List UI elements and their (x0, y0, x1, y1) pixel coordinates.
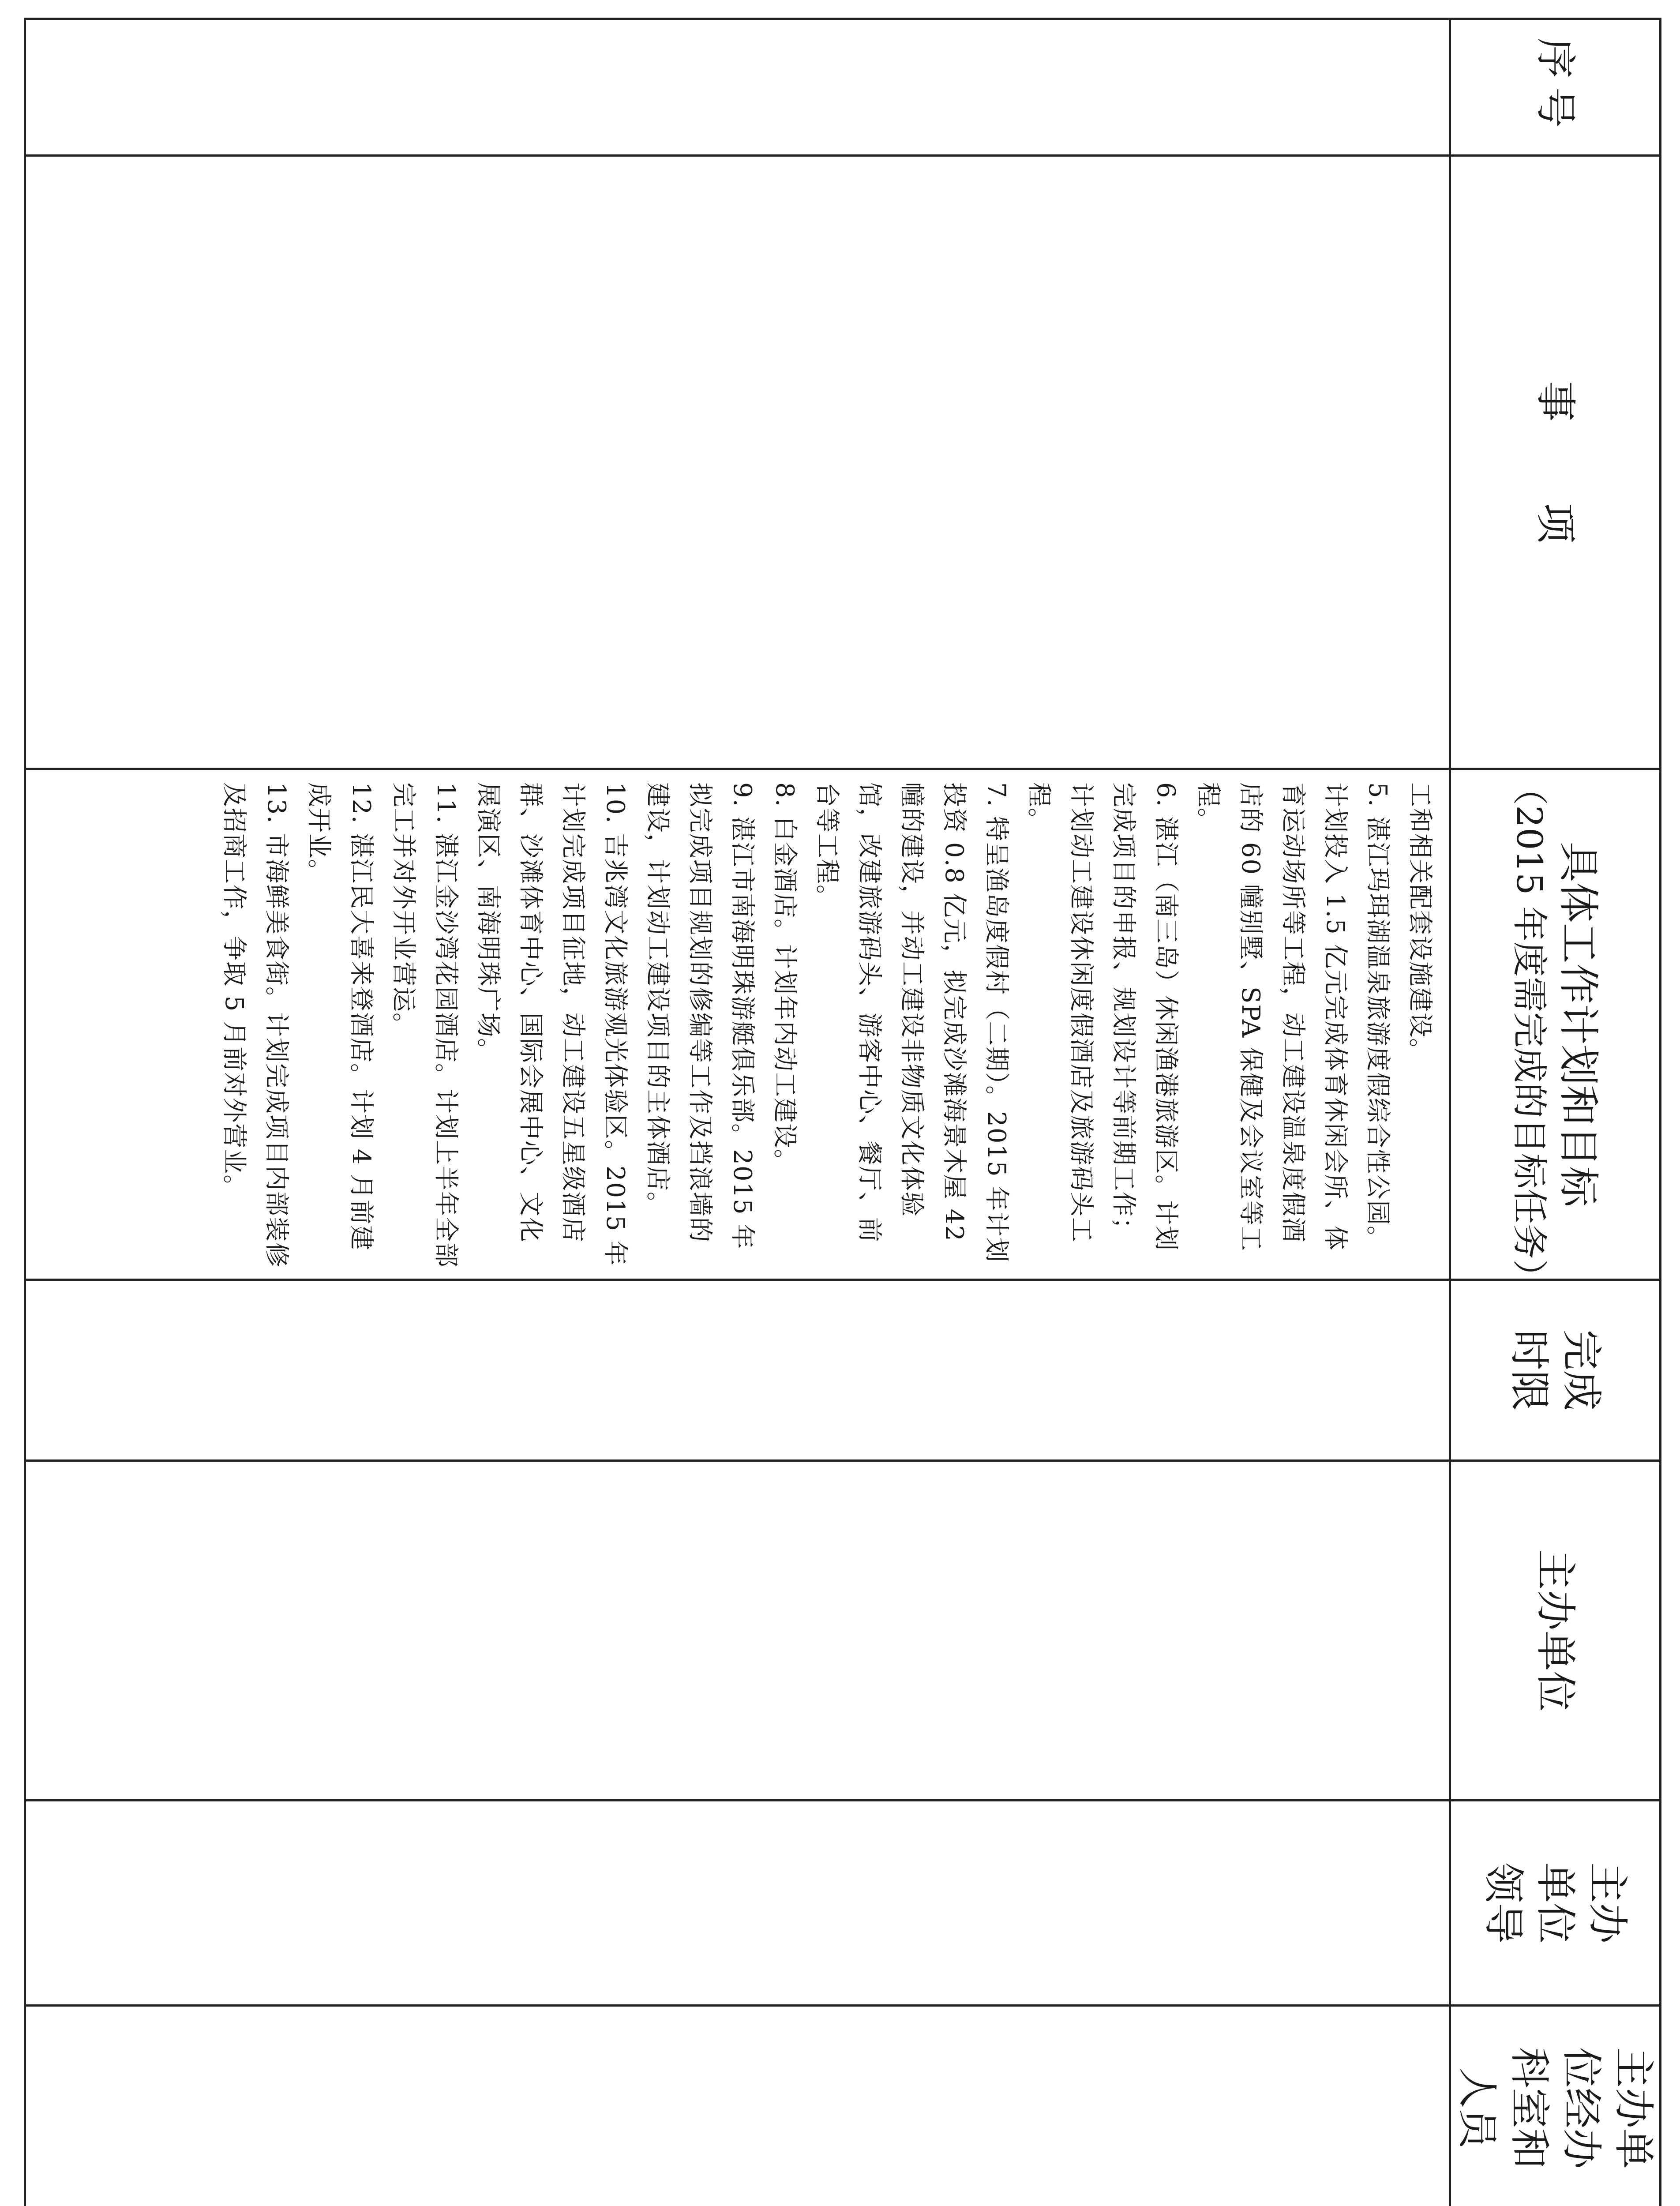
cell-host-staff (25, 2006, 1450, 2206)
header-item: 事 项 (1450, 156, 1661, 769)
cell-deadline (25, 1280, 1450, 1461)
list-item: 9. 湛江市南海明珠游艇俱乐部。2015 年拟完成项目规划的修编等工作及挡浪墙的建设，计划动工建设项目的主体酒店。 (643, 782, 757, 1250)
header-deadline: 完成时限 (1450, 1280, 1661, 1461)
table-row (25, 19, 1450, 2206)
header-host-unit: 主办单位 (1450, 1461, 1661, 1801)
plan-list (208, 770, 1449, 1279)
header-plan (1450, 769, 1661, 1295)
list-item: 工和相关配套设施建设。 (1406, 782, 1434, 1064)
list-item: 13. 市海鲜美食街。计划完成项目内部装修及招商工作，争取 5 月前对外营业。 (220, 782, 291, 1268)
cell-item (25, 156, 1450, 769)
list-item: 10. 吉兆湾文化旅游观光体验区。2015 年计划完成项目征地，动工建设五星级酒店群、沙滩体育中心、国际会展中心、文化展演区、南海明珠广场。 (474, 782, 630, 1267)
list-item: 11. 湛江金沙湾花园酒店。计划上半年全部完工并对外开业营运。 (389, 782, 460, 1268)
header-row (1450, 19, 1661, 2206)
task-table (24, 18, 1661, 2206)
header-seq: 序号 (1450, 19, 1661, 156)
list-item: 8. 白金酒店。计划年内动工建设。 (770, 782, 799, 1175)
cell-host-leader (25, 1801, 1450, 2006)
header-host-staff: 主办单位经办科室和人员 (1450, 2006, 1661, 2206)
header-host-leader: 主办单位领导 (1450, 1801, 1661, 2006)
list-item: 5. 湛江玛珥湖温泉旅游度假综合性公园。计划投入 1.5 亿元完成体育休闲会所、体育运动场所等工程，动工建设温泉度假酒店的 60 幢别墅、SPA 保健及会议室等工程。 (1194, 782, 1392, 1252)
cell-host-unit (25, 1461, 1450, 1801)
list-item: 12. 湛江民大喜来登酒店。计划 4 月前建成开业。 (304, 782, 375, 1251)
cell-plan (25, 769, 1450, 1280)
header-plan-subtitle: （2015 年度需完成的目标任务） (1509, 770, 1550, 1295)
header-plan-title: 具体工作计划和目标 (1555, 841, 1602, 1207)
list-item: 6. 湛江（南三岛）休闲渔港旅游区。计划完成项目的申报、规划设计等前期工作；计划动工建设休闲度假酒店及旅游码头工程。 (1024, 782, 1180, 1252)
list-item: 7. 特呈渔岛度假村（二期）。2015 年计划投资 0.8 亿元，拟完成沙滩海景木屋 42 幢的建设，并动工建设非物质文化体验馆，改建旅游码头、游客中心、餐厅、前台等工程。 (813, 782, 1011, 1263)
cell-seq (25, 19, 1450, 156)
